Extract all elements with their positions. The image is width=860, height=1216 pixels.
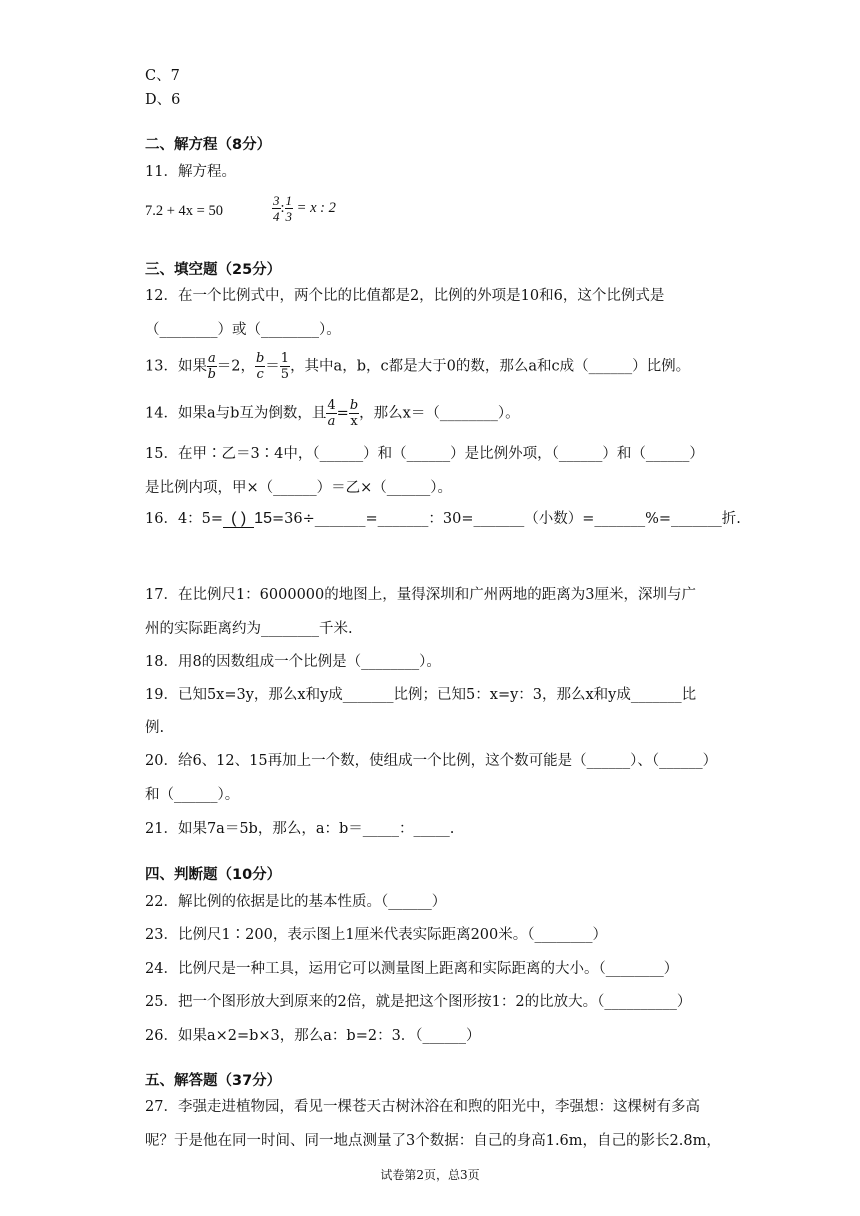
- q13-n: 1: [280, 351, 290, 366]
- question-23: 23．比例尺1∶200，表示图上1厘米代表实际距离200米。（________）: [145, 927, 608, 943]
- question-13: [145, 351, 690, 382]
- eq2-d1: 4: [273, 209, 280, 224]
- question-20-line1: 20．给6、12、15再加上一个数，使组成一个比例，这个数可能是（______）、（______）: [145, 753, 718, 769]
- page-footer: 试卷第2页，总3页: [380, 1168, 480, 1182]
- q14-pre: 14．如果a与b互为倒数，且: [145, 405, 327, 422]
- question-22: 22．解比例的依据是比的基本性质。（______）: [145, 894, 447, 910]
- question-14: [145, 398, 520, 429]
- q14-n1: 4: [327, 398, 336, 413]
- question-26: 26．如果a×2=b×3，那么a：b=2：3．（______）: [145, 1028, 481, 1044]
- eq2-d2: 3: [285, 209, 293, 224]
- equation-2: $\frac{3}{4}$ : $\frac{1}{3}$ = x : 2: [273, 193, 336, 224]
- q13-mid1: ＝2，: [216, 358, 255, 375]
- q13-d: 5: [280, 367, 290, 382]
- q16-pre: 16．4：5=: [145, 511, 224, 527]
- q13-c2: c: [256, 367, 264, 382]
- q16-post: =36÷_______=_______：30=_______（小数）=_______%=_______折.: [271, 511, 741, 527]
- q14-post: ，那么x＝（________）。: [359, 405, 520, 422]
- q13-pre: 13．如果: [145, 358, 207, 375]
- question-12-line1: 12．在一个比例式中，两个比的比值都是2，比例的外项是10和6，这个比例式是: [145, 288, 665, 304]
- question-25: 25．把一个图形放大到原来的2倍，就是把这个图形按1：2的比放大。（__________）: [145, 994, 692, 1010]
- question-17-line1: 17．在比例尺1：6000000的地图上，量得深圳和广州两地的距离为3厘米，深圳与广: [145, 587, 696, 603]
- equation-1: 7.2 + 4x = 50: [145, 203, 223, 219]
- q14-d2: x: [350, 414, 358, 429]
- question-27-line2: 呢？于是他在同一时间、同一地点测量了3个数据：自己的身高1.6m，自己的影长2.8m，: [145, 1133, 721, 1149]
- question-19-line2: 例.: [145, 720, 165, 736]
- q14-d1: a: [327, 414, 336, 429]
- question-16: [145, 509, 741, 529]
- q13-a: a: [207, 351, 216, 366]
- question-19-line1: 19．已知5x=3y，那么x和y成_______比例；已知5：x=y：3，那么x和y成_______比: [145, 687, 697, 703]
- question-24: 24．比例尺是一种工具，运用它可以测量图上距离和实际距离的大小。（________）: [145, 961, 679, 977]
- question-11: 11．解方程。: [145, 164, 236, 180]
- q13-b: b: [207, 367, 216, 382]
- section-title-true-false: 四、判断题（10分）: [145, 867, 282, 883]
- eq2-rest: = x : 2: [296, 199, 336, 216]
- eq2-n2: 1: [285, 193, 293, 208]
- q16-num: ( ): [223, 510, 254, 528]
- q13-c1: b: [255, 351, 265, 366]
- question-12-line2: （________）或（________）。: [145, 322, 341, 338]
- question-18: 18．用8的因数组成一个比例是（________）。: [145, 654, 441, 670]
- q13-post: ，其中a，b，c都是大于0的数，那么a和c成（______）比例。: [290, 358, 691, 375]
- section-title-equations: 二、解方程（8分）: [145, 137, 272, 153]
- question-15-line2: 是比例内项，甲×（______）＝乙×（______）。: [145, 480, 453, 496]
- question-20-line2: 和（______）。: [145, 787, 240, 803]
- option-d: D、6: [145, 92, 181, 108]
- question-21: 21．如果7a＝5b，那么，a：b＝_____：_____.: [145, 821, 455, 837]
- question-17-line2: 州的实际距离约为________千米.: [145, 621, 353, 637]
- q14-eq: =: [336, 405, 349, 422]
- question-27-line1: 27．李强走进植物园，看见一棵苍天古树沐浴在和煦的阳光中，李强想：这棵树有多高: [145, 1099, 700, 1115]
- q16-den: 15: [254, 510, 272, 527]
- option-c: C、7: [145, 68, 180, 84]
- section-title-fill-blanks: 三、填空题（25分）: [145, 262, 282, 278]
- question-15-line1: 15．在甲∶乙＝3∶4中，（______）和（______）是比例外项，（______）和（______）: [145, 446, 704, 462]
- eq2-n1: 3: [273, 193, 280, 208]
- q14-n2: b: [349, 398, 359, 413]
- q13-mid2: ＝: [265, 358, 280, 375]
- section-title-problems: 五、解答题（37分）: [145, 1073, 282, 1089]
